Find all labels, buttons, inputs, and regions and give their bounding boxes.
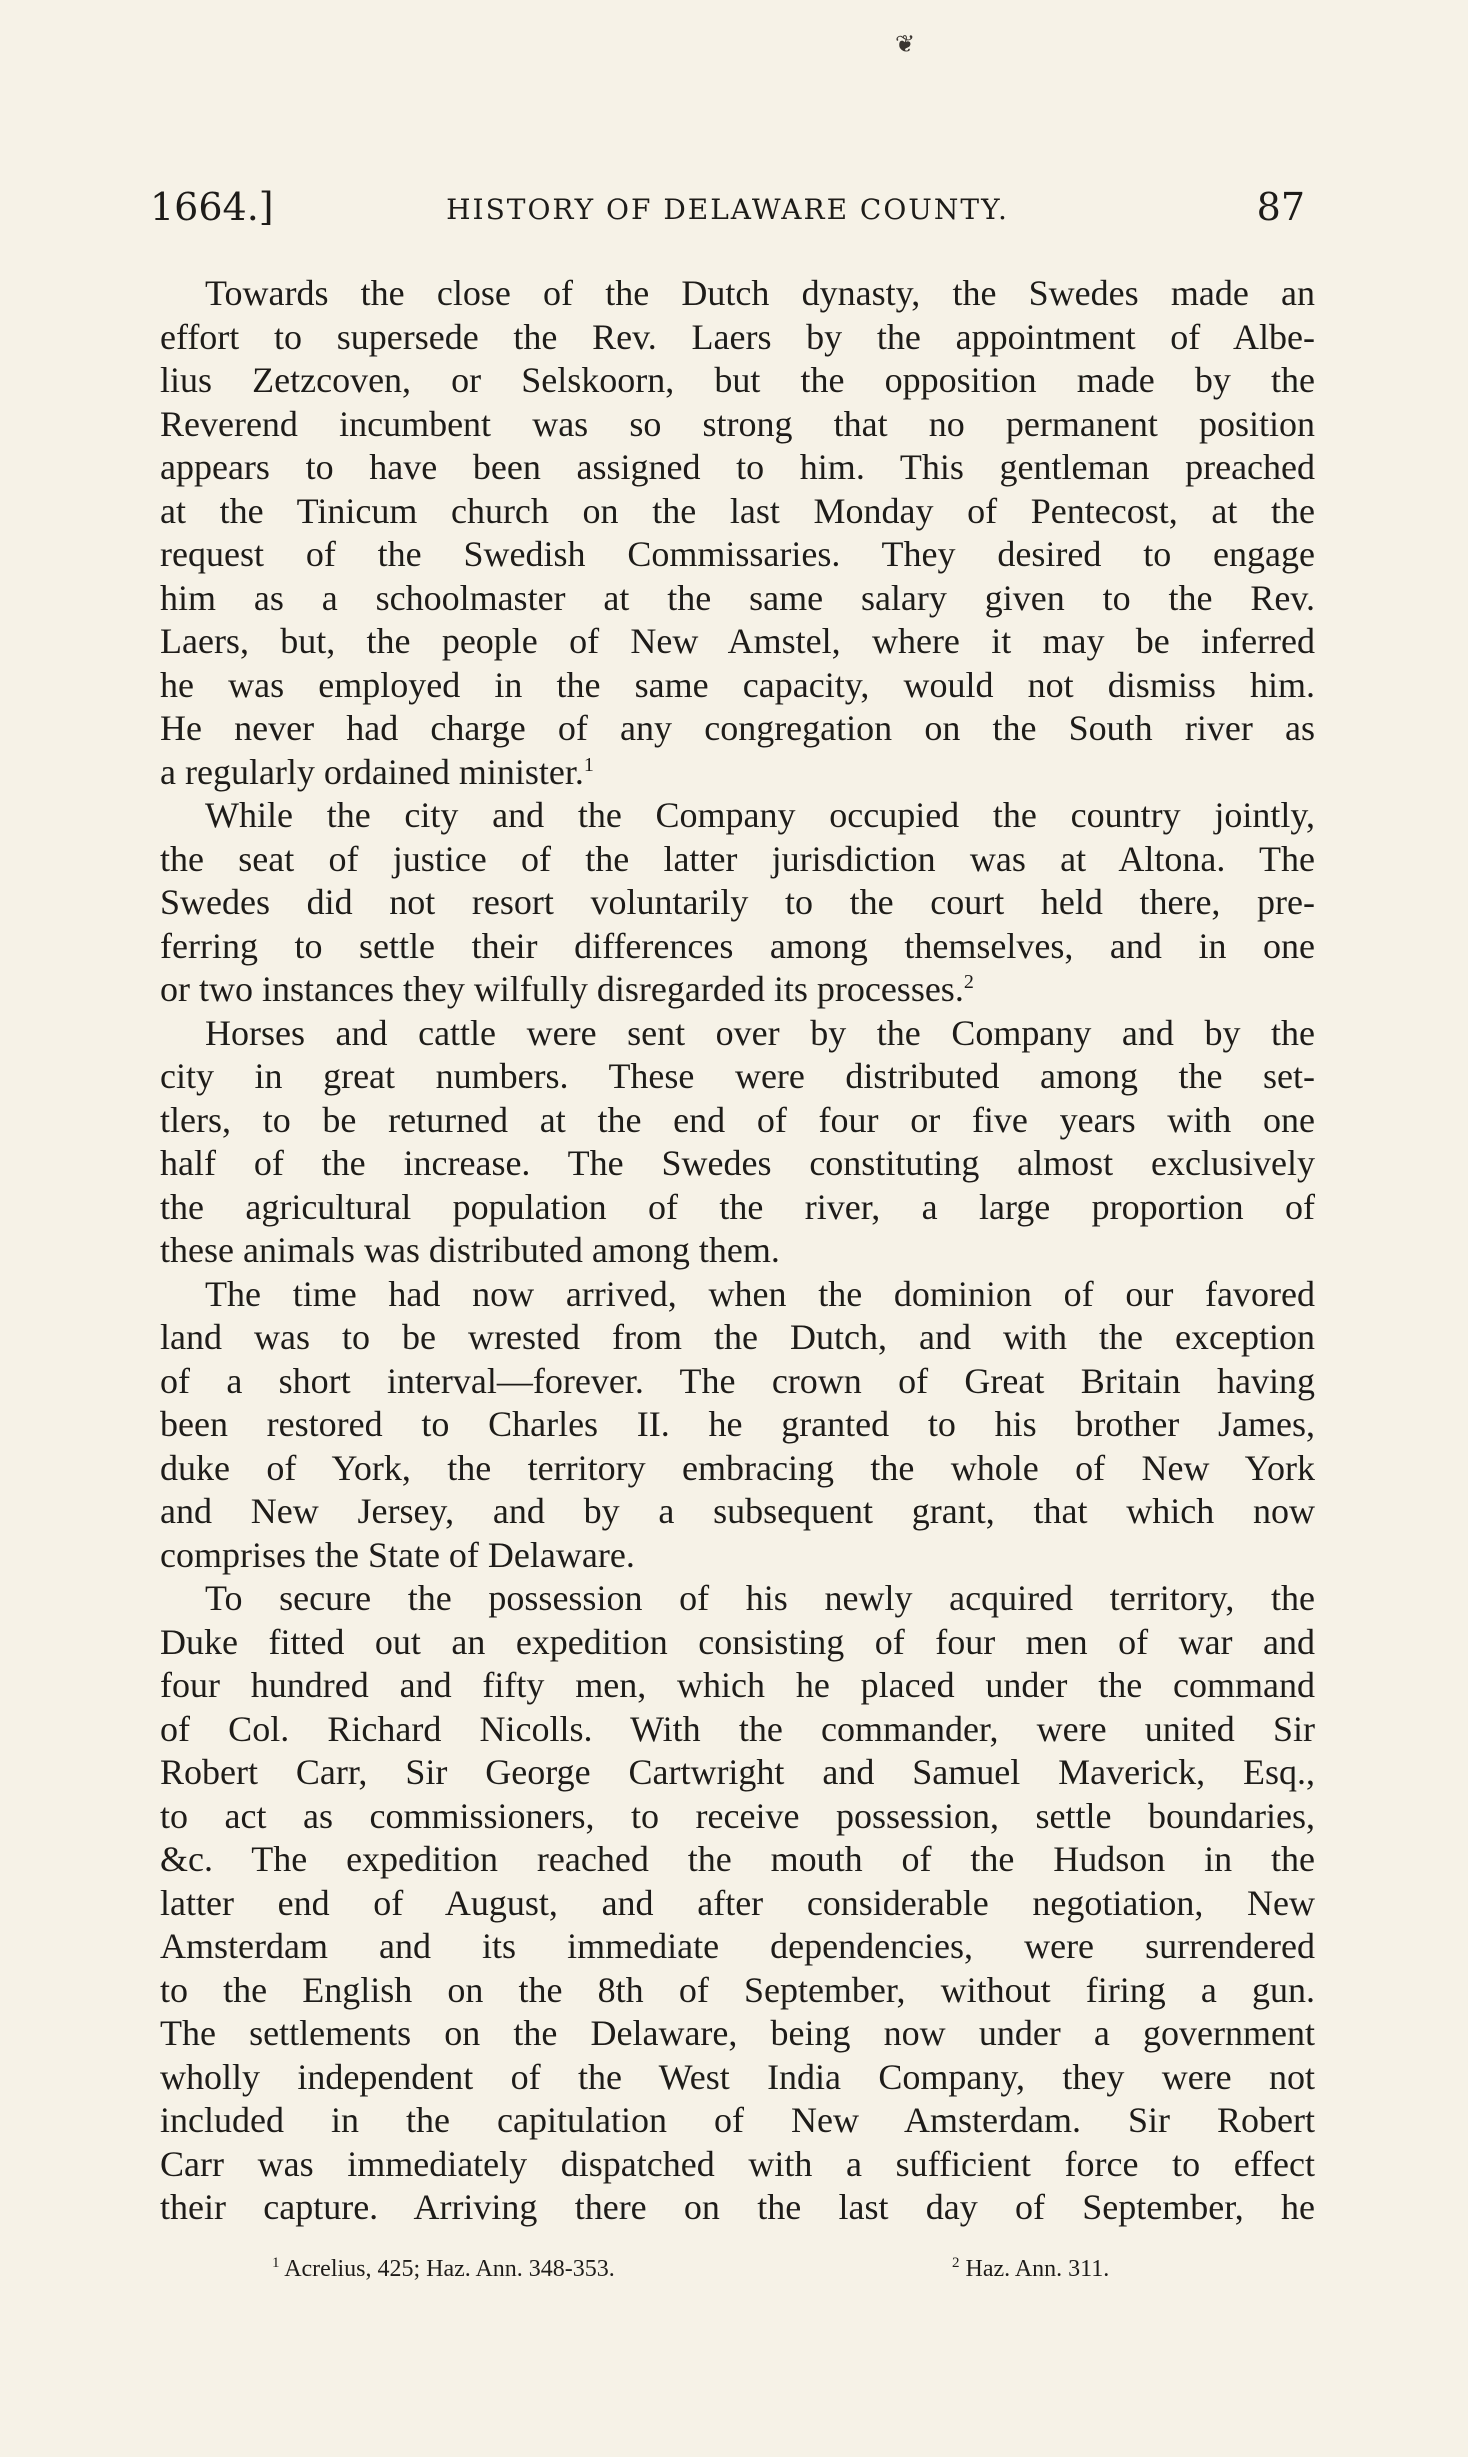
header-year: 1664.] xyxy=(150,185,274,229)
text-line-content: comprises the State of Delaware. xyxy=(160,1534,635,1575)
text-line-content: wholly independent of the West India Company, they were not xyxy=(160,2056,1315,2097)
text-line xyxy=(160,490,1315,534)
text-line xyxy=(160,577,1315,621)
text-line-content: Horses and cattle were sent over by the Company and by the xyxy=(205,1012,1315,1053)
text-line xyxy=(160,1925,1315,1969)
text-line xyxy=(160,1360,1315,1404)
text-line-content: The time had now arrived, when the dominion of our favored xyxy=(205,1273,1315,1314)
text-line xyxy=(160,620,1315,664)
text-line xyxy=(160,1664,1315,1708)
footnotes xyxy=(272,2255,1322,2291)
text-line xyxy=(160,968,1315,1012)
text-line-content: him as a schoolmaster at the same salary given to the Rev. xyxy=(160,577,1315,618)
text-line xyxy=(160,272,1315,316)
text-line-content: or two instances they wilfully disregarded its processes. xyxy=(160,969,964,1009)
text-line-content: appears to have been assigned to him. This gentleman preached xyxy=(160,447,1315,487)
body-text xyxy=(160,272,1315,2230)
text-line-content: he was employed in the same capacity, would not dismiss him. xyxy=(160,664,1315,705)
text-line-content: Carr was immediately dispatched with a sufficient force to effect xyxy=(160,2143,1315,2184)
text-line-content: While the city and the Company occupied the country jointly, xyxy=(205,795,1315,835)
footnote-2-mark: 2 xyxy=(952,2255,960,2271)
footnote-1-text: Acrelius, 425; Haz. Ann. 348-353. xyxy=(284,2256,615,2282)
text-line-content: The settlements on the Delaware, being now under a government xyxy=(160,2013,1315,2053)
page-number: 87 xyxy=(1256,185,1305,229)
text-line xyxy=(160,1882,1315,1926)
text-line-content: been restored to Charles II. he granted to his brother James, xyxy=(160,1404,1315,1444)
text-line xyxy=(160,1012,1315,1056)
text-line xyxy=(160,1403,1315,1447)
text-line-content: a regularly ordained minister. xyxy=(160,751,584,792)
text-line-content: Swedes did not resort voluntarily to the court held there, pre- xyxy=(160,882,1315,922)
text-line-content: the agricultural population of the river, a large proportion of xyxy=(160,1186,1315,1227)
text-line-content: and New Jersey, and by a subsequent grant, that which now xyxy=(160,1491,1315,1531)
text-line-content: to act as commissioners, to receive possession, settle boundaries, xyxy=(160,1795,1315,1836)
text-line xyxy=(160,925,1315,969)
text-line-content: Robert Carr, Sir George Cartwright and Samuel Maverick, Esq., xyxy=(160,1752,1315,1792)
text-line xyxy=(160,707,1315,751)
text-line xyxy=(160,1969,1315,2013)
text-line-content: Duke fitted out an expedition consisting of four men of war and xyxy=(160,1621,1315,1662)
text-line xyxy=(160,1751,1315,1795)
text-line xyxy=(160,2186,1315,2230)
footnote-2 xyxy=(952,2255,1109,2283)
text-line-content: the seat of justice of the latter jurisdiction was at Altona. The xyxy=(160,838,1315,879)
text-line-content: duke of York, the territory embracing the whole of New York xyxy=(160,1447,1315,1488)
text-line-content: Towards the close of the Dutch dynasty, the Swedes made an xyxy=(205,273,1315,313)
top-ornament: ❦ xyxy=(895,30,916,58)
running-header xyxy=(150,185,1305,235)
footnote-reference: 2 xyxy=(963,971,974,993)
text-line-content: of a short interval—forever. The crown of Great Britain having xyxy=(160,1360,1315,1401)
footnote-1-mark: 1 xyxy=(272,2255,280,2271)
text-line xyxy=(160,751,1315,795)
text-line-content: four hundred and fifty men, which he placed under the command xyxy=(160,1665,1315,1705)
text-line xyxy=(160,664,1315,708)
text-line xyxy=(160,2143,1315,2187)
text-line xyxy=(160,1142,1315,1186)
header-title: HISTORY OF DELAWARE COUNTY. xyxy=(446,193,1009,226)
footnote-reference: 1 xyxy=(583,753,594,776)
text-line-content: Laers, but, the people of New Amstel, where it may be inferred xyxy=(160,621,1315,661)
text-line xyxy=(160,1621,1315,1665)
text-line-content: request of the Swedish Commissaries. They desired to engage xyxy=(160,534,1315,574)
text-line-content: Amsterdam and its immediate dependencies, were surrendered xyxy=(160,1926,1315,1966)
footnote-2-text: Haz. Ann. 311. xyxy=(965,2256,1110,2282)
text-line xyxy=(160,1708,1315,1752)
text-line-content: effort to supersede the Rev. Laers by the appointment of Albe- xyxy=(160,316,1315,357)
text-line-content: these animals was distributed among them. xyxy=(160,1230,780,1270)
text-line xyxy=(160,1229,1315,1273)
text-line xyxy=(160,316,1315,360)
text-line-content: to the English on the 8th of September, without firing a gun. xyxy=(160,1969,1315,2010)
text-line-content: &c. The expedition reached the mouth of the Hudson in the xyxy=(160,1839,1315,1879)
text-line-content: at the Tinicum church on the last Monday of Pentecost, at the xyxy=(160,490,1315,531)
text-line xyxy=(160,1447,1315,1491)
text-line xyxy=(160,881,1315,925)
text-line-content: their capture. Arriving there on the last day of September, he xyxy=(160,2187,1315,2227)
text-line xyxy=(160,1795,1315,1839)
text-line xyxy=(160,1099,1315,1143)
text-line xyxy=(160,533,1315,577)
text-line xyxy=(160,446,1315,490)
text-line xyxy=(160,1490,1315,1534)
text-line xyxy=(160,838,1315,882)
text-line-content: To secure the possession of his newly acquired territory, the xyxy=(205,1578,1315,1618)
text-line-content: Reverend incumbent was so strong that no permanent position xyxy=(160,403,1315,444)
text-line-content: He never had charge of any congregation on the South river as xyxy=(160,708,1315,748)
text-line-content: land was to be wrested from the Dutch, and with the exception xyxy=(160,1317,1315,1357)
text-line-content: tlers, to be returned at the end of four or five years with one xyxy=(160,1099,1315,1140)
text-line xyxy=(160,2056,1315,2100)
text-line xyxy=(160,403,1315,447)
text-line xyxy=(160,2012,1315,2056)
text-line xyxy=(160,1838,1315,1882)
text-line xyxy=(160,1316,1315,1360)
text-line xyxy=(160,1577,1315,1621)
text-line-content: lius Zetzcoven, or Selskoorn, but the opposition made by the xyxy=(160,360,1315,400)
text-line xyxy=(160,794,1315,838)
text-line xyxy=(160,1186,1315,1230)
text-line-content: half of the increase. The Swedes constituting almost exclusively xyxy=(160,1143,1315,1183)
text-line xyxy=(160,359,1315,403)
text-line-content: latter end of August, and after considerable negotiation, New xyxy=(160,1882,1315,1923)
text-line-content: city in great numbers. These were distributed among the set- xyxy=(160,1056,1315,1096)
text-line-content: of Col. Richard Nicolls. With the commander, were united Sir xyxy=(160,1708,1315,1749)
text-line xyxy=(160,2099,1315,2143)
text-line-content: ferring to settle their differences among themselves, and in one xyxy=(160,925,1315,966)
text-line xyxy=(160,1055,1315,1099)
text-line-content: included in the capitulation of New Amsterdam. Sir Robert xyxy=(160,2100,1315,2140)
footnote-1 xyxy=(272,2255,615,2283)
text-line xyxy=(160,1534,1315,1578)
text-line xyxy=(160,1273,1315,1317)
